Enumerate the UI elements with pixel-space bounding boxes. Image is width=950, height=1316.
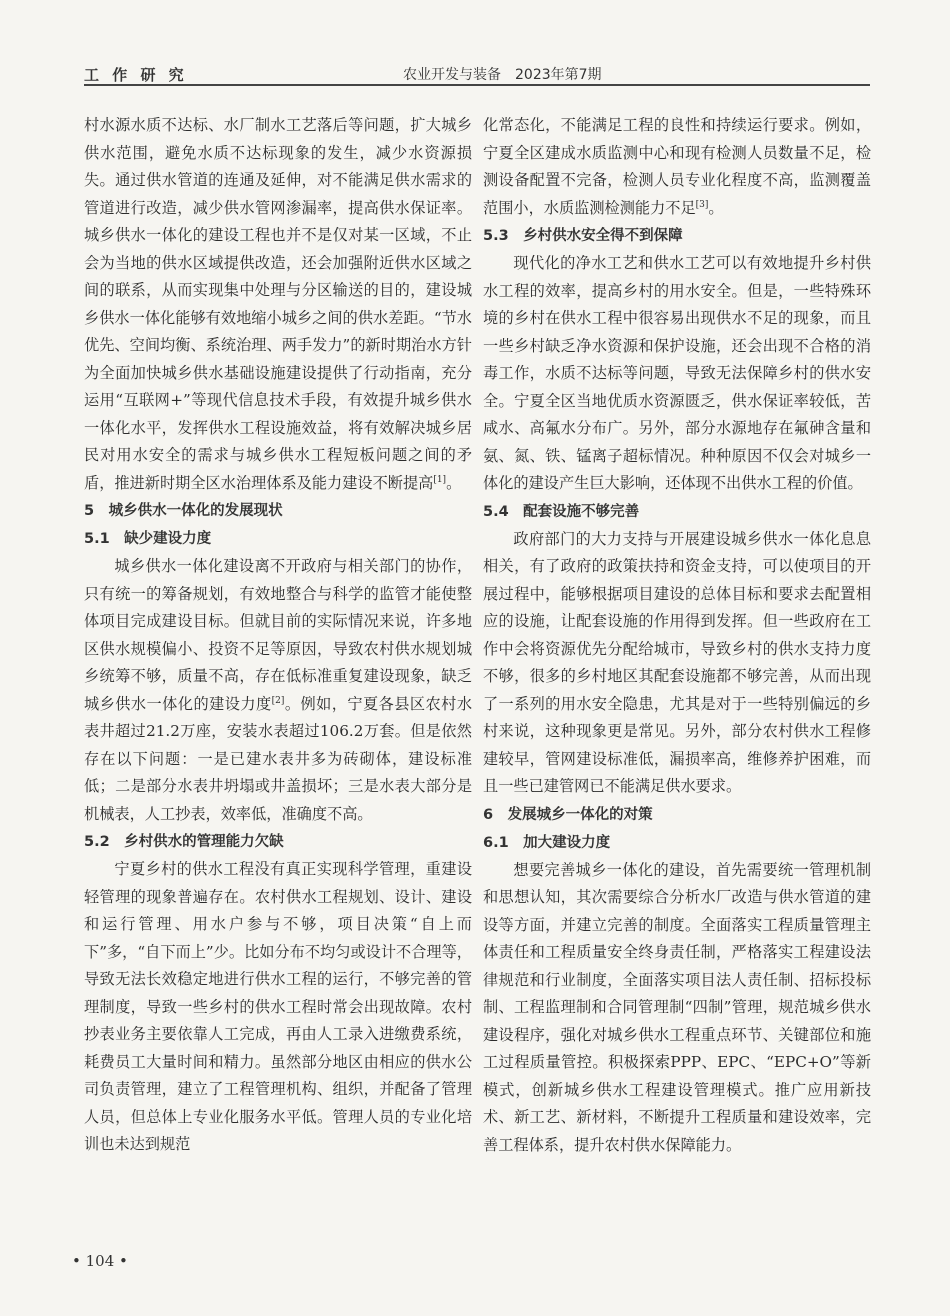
- header-rule: [84, 84, 870, 86]
- journal-info: 农业开发与装备 2023年第7期: [403, 67, 602, 83]
- paragraph: 城乡供水一体化建设离不开政府与相关部门的协作，只有统一的筹备规划，有效地整合与科学的监管才能使整体项目完成建设目标。但就目前的实际情况来说，许多地区供水规模偏小、投资不足等原因，导致农村供水规划城乡统筹不够，质量不高，存在低标准重复建设现象，缺乏城乡供水一体化的建设力度[2]。例如，宁夏各县区农村水表井超过21.2万座，安装水表超过106.2万套。但是依然存在以下问题：一是已建水表井多为砖砌体，建设标准低；二是部分水表井坍塌或井盖损坏；三是水表大部分是机械表，人工抄表，效率低，准确度不高。: [84, 557, 473, 823]
- paragraph: 村水源水质不达标、水厂制水工艺落后等问题，扩大城乡供水范围，避免水质不达标现象的发生，减少水资源损失。通过供水管道的连通及延伸，对不能满足供水需求的管道进行改造，减少供水管网渗漏率，提高供水保证率。城乡供水一体化的建设工程也并不是仅对某一区域，不止会为当地的供水区域提供改造，还会加强附近供水区域之间的联系，从而实现集中处理与分区输送的目的，建设城乡供水一体化能够有效地缩小城乡之间的供水差距。“节水优先、空间均衡、系统治理、两手发力”的新时期治水方针为全面加快城乡供水基础设施建设提供了行动指南，充分运用“互联网+”等现代信息技术手段，有效提升城乡供水一体化水平，发挥供水工程设施效益，将有效解决城乡居民对用水安全的需求与城乡供水工程短板问题之间的矛盾，推进新时期全区水治理体系及能力建设不断提高[1]。: [84, 116, 472, 492]
- page-number: • 104 •: [72, 1252, 128, 1270]
- paragraph: 现代化的净水工艺和供水工艺可以有效地提升乡村供水工程的效率，提高乡村的用水安全。但是，一些特殊环境的乡村在供水工程中很容易出现供水不足的现象，而且一些乡村缺乏净水资源和保护设施，还会出现不合格的消毒工作，水质不达标等问题，导致无法保障乡村的供水安全。宁夏全区当地优质水资源匮乏，供水保证率较低，苦咸水、高氟水分布广。另外，部分水源地存在氟砷含量和氨、氮、铁、锰离子超标情况。种种原因不仅会对城乡一体化的建设产生巨大影响，还体现不出供水工程的价值。: [483, 254, 871, 492]
- section-heading-6: 6 发展城乡一体化的对策: [483, 806, 653, 823]
- paragraph: 宁夏乡村的供水工程没有真正实现科学管理，重建设轻管理的现象普遍存在。农村供水工程规划、设计、建设和运行管理、用水户参与不够，项目决策“自上而下”多，“自下而上”少。比如分布不均匀或设计不合理等，导致无法长效稳定地进行供水工程的运行，不够完善的管理制度，导致一些乡村的供水工程时常会出现故障。农村抄表业务主要依靠人工完成，再由人工录入进缴费系统，耗费员工大量时间和精力。虽然部分地区由相应的供水公司负责管理，建立了工程管理机构、组织，并配备了管理人员，但总体上专业化服务水平低。管理人员的专业化培训也未达到规范: [84, 860, 472, 1153]
- section-heading-5-1: 5.1 缺少建设力度: [84, 531, 212, 547]
- citation: [1]: [433, 474, 447, 485]
- citation: [3]: [695, 199, 709, 210]
- paragraph: 想要完善城乡一体化的建设，首先需要统一管理机制和思想认知，其次需要综合分析水厂改造与供水管道的建设等方面，并建立完善的制度。全面落实工程质量管理主体责任和工程质量安全终身责任制，严格落实工程建设法律规范和行业制度，全面落实项目法人责任制、招标投标制、工程监理制和合同管理制“四制”管理，规范城乡供水建设程序，强化对城乡供水工程重点环节、关键部位和施工过程质量管控。积极探索PPP、EPC、“EPC+O”等新模式，创新城乡供水工程建设管理模式。推广应用新技术、新工艺、新材料，不断提升工程质量和建设效率，完善工程体系，提升农村供水保障能力。: [483, 860, 871, 1154]
- right-column: [483, 112, 871, 1159]
- section-heading-5: 5 城乡供水一体化的发展现状: [84, 503, 283, 519]
- section-label: 工 作 研 究: [84, 66, 188, 84]
- section-heading-5-2: 5.2 乡村供水的管理能力欠缺: [84, 834, 284, 850]
- section-heading-5-4: 5.4 配套设施不够完善: [483, 503, 640, 520]
- paragraph: 政府部门的大力支持与开展建设城乡供水一体化息息相关，有了政府的政策扶持和资金支持，可以使项目的开展过程中，能够根据项目建设的总体目标和要求去配置相应的设施，让配套设施的作用得到发挥。但一些政府在工作中会将资源优先分配给城市，导致乡村的供水支持力度不够，很多的乡村地区其配套设施都不够完善，从而出现了一系列的用水安全隐患，尤其是对于一些特别偏远的乡村来说，这种现象更是常见。另外，部分农村供水工程修建较早，管网建设标准低，漏损率高，维修养护困难，而且一些已建管网已不能满足供水要求。: [483, 529, 871, 795]
- page-header: [0, 0, 950, 90]
- paragraph: 化常态化，不能满足工程的良性和持续运行要求。例如，宁夏全区建成水质监测中心和现有检测人员数量不足，检测设备配置不完备，检测人员专业化程度不高，监测覆盖范围小，水质监测检测能力不足[3]。: [483, 116, 871, 217]
- citation: [2]: [271, 695, 285, 706]
- section-heading-5-3: 5.3 乡村供水安全得不到保障: [483, 228, 683, 244]
- section-heading-6-1: 6.1 加大建设力度: [483, 834, 611, 851]
- left-column: [84, 112, 472, 1159]
